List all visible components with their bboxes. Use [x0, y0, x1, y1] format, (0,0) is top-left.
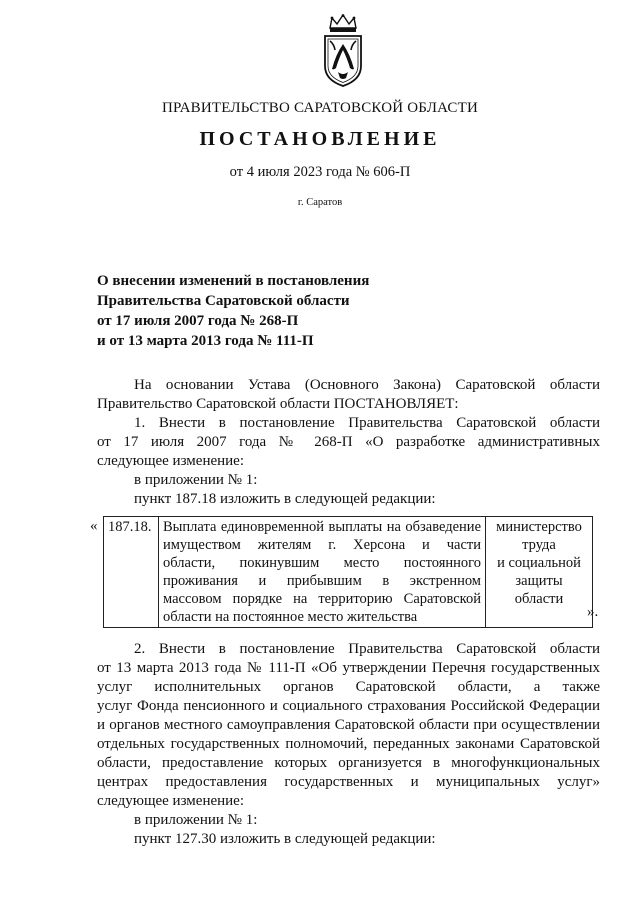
- point-2-line: услуг исполнительных органов Саратовской области, а также: [97, 679, 600, 695]
- table-close-quote: ».: [587, 604, 599, 620]
- point-2-line: 2. Внести в постановление Правительства Саратовской области: [134, 641, 600, 657]
- title-line: Правительства Саратовской области: [97, 293, 350, 309]
- point-2-line: центрах предоставления государственных и муниципальных услуг»: [97, 774, 600, 790]
- responsible-line: труда: [522, 537, 556, 553]
- intro-paragraph: [97, 376, 600, 414]
- document-type: ПОСТАНОВЛЕНИЕ: [199, 128, 441, 150]
- responsible-line: и социальной: [497, 555, 581, 571]
- coat-of-arms-icon: [318, 14, 368, 88]
- point-2-line: отдельных государственных полномочий, переданных законами Саратовской: [97, 736, 600, 752]
- table-text-line: области на постоянное место жительства: [163, 609, 418, 625]
- intro-line: Правительство Саратовской области ПОСТАНОВЛЯЕТ:: [97, 396, 459, 412]
- point-2-line: в приложении № 1:: [134, 812, 258, 828]
- document-title: [97, 271, 369, 351]
- point-1-line: от 17 июля 2007 года № 268-П «О разработке административных: [97, 434, 600, 450]
- point-1-line: пункт 187.18 изложить в следующей редакции:: [134, 491, 436, 507]
- table-text-line: проживания и прибывшим в экстренном: [163, 573, 481, 589]
- point-1-line: следующее изменение:: [97, 453, 245, 469]
- point-1-line: в приложении № 1:: [134, 472, 258, 488]
- point-2-line: услуг Фонда пенсионного и социального страхования Российской Федерации: [97, 698, 600, 714]
- table-open-quote: «: [90, 518, 98, 534]
- point-2-line: пункт 127.30 изложить в следующей редакции:: [134, 831, 436, 847]
- point-2-line: области, предоставление которых организуется в многофункциональных: [97, 755, 600, 771]
- responsible-line: министерство: [496, 519, 582, 535]
- table-text-line: массовом порядке на территорию Саратовской: [163, 591, 481, 607]
- document-date-number: от 4 июля 2023 года № 606-П: [229, 164, 411, 180]
- table-text-line: области, покинувшим место постоянного: [163, 555, 481, 571]
- point-2-line: от 13 марта 2013 года № 111-П «Об утверждении Перечня государственных: [97, 660, 600, 676]
- intro-line: На основании Устава (Основного Закона) Саратовской области: [134, 377, 600, 393]
- responsible-line: защиты: [515, 573, 563, 589]
- point-1-line: 1. Внести в постановление Правительства Саратовской области: [134, 415, 600, 431]
- government-name: ПРАВИТЕЛЬСТВО САРАТОВСКОЙ ОБЛАСТИ: [161, 100, 479, 116]
- point-2-paragraph: [97, 640, 600, 849]
- responsible-line: области: [514, 591, 564, 607]
- table-text-line: имуществом жителям г. Херсона и части: [163, 537, 481, 553]
- table-cell-text: [159, 517, 486, 628]
- table-cell-responsible: [486, 517, 593, 628]
- title-line: от 17 июля 2007 года № 268-П: [97, 313, 299, 329]
- table-cell-number: 187.18.: [104, 517, 159, 628]
- point-1-paragraph: [97, 414, 600, 509]
- title-line: О внесении изменений в постановления: [97, 273, 370, 289]
- table-text-line: Выплата единовременной выплаты на обзаведение: [163, 519, 481, 535]
- amendment-table: [103, 516, 593, 628]
- city: г. Саратов: [297, 197, 343, 208]
- point-2-line: следующее изменение:: [97, 793, 245, 809]
- table-row: [104, 517, 593, 628]
- point-2-line: и органов местного самоуправления Саратовской области при осуществлении: [97, 717, 600, 733]
- title-line: и от 13 марта 2013 года № 111-П: [97, 333, 314, 349]
